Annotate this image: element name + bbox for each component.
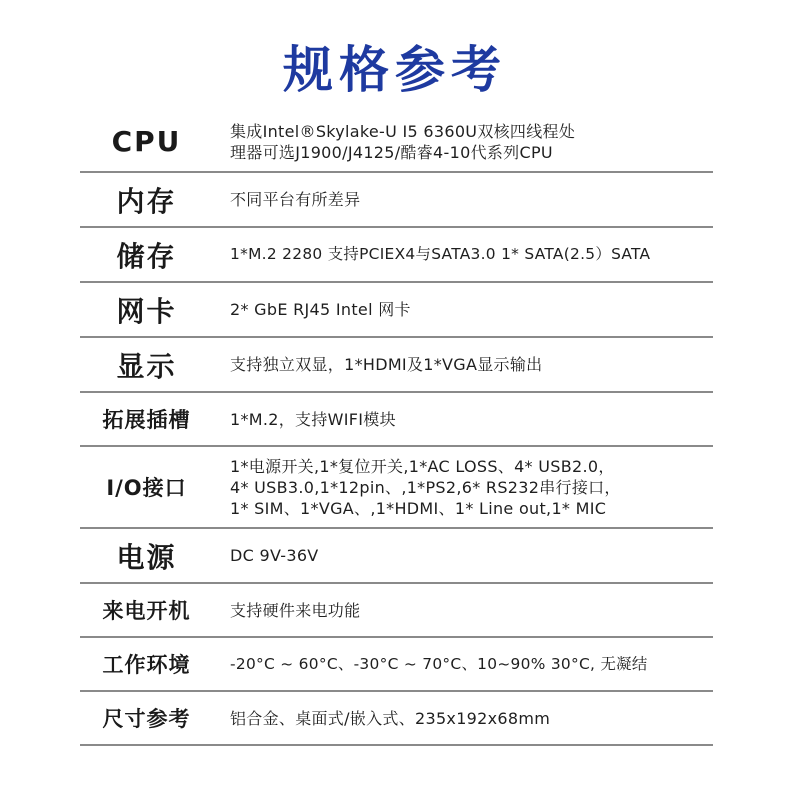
spec-value-line: 集成Intel®Skylake-U I5 6360U双核四线程处	[230, 121, 576, 141]
spec-label-power: 电源	[116, 540, 177, 574]
spec-row-storage	[80, 228, 713, 283]
spec-row-expansion	[80, 393, 713, 447]
spec-value-storage	[213, 244, 713, 265]
spec-table	[80, 112, 713, 746]
spec-value-io	[213, 456, 713, 519]
spec-value-line: 2* GbE RJ45 Intel 网卡	[230, 300, 411, 319]
spec-value-memory	[213, 189, 713, 210]
spec-label-power-on: 来电开机	[102, 599, 191, 623]
spec-value-line: 铝合金、桌面式/嵌入式、235x192x68mm	[230, 708, 551, 728]
spec-value-line: 不同平台有所差异	[230, 190, 361, 209]
spec-label-storage: 储存	[116, 239, 177, 273]
spec-row-io	[80, 447, 713, 529]
spec-value-line: 1*电源开关,1*复位开关,1*AC LOSS、4* USB2.0，	[230, 456, 615, 476]
spec-label-environment: 工作环境	[102, 653, 191, 677]
spec-value-power	[213, 545, 713, 566]
spec-value-display	[213, 354, 713, 375]
spec-value-dimensions	[213, 708, 713, 729]
spec-value-line: 支持独立双显，1*HDMI及1*VGA显示输出	[230, 355, 543, 374]
spec-value-line: 1*M.2，支持WIFI模块	[230, 409, 396, 429]
spec-value-line: 1* SIM、1*VGA、,1*HDMI、1* Line out,1* MIC	[230, 498, 607, 518]
spec-label-cpu: CPU	[111, 125, 182, 158]
spec-value-line: -20°C ~ 60°C、-30°C ~ 70°C、10~90% 30°C, 无凝结	[230, 654, 648, 673]
spec-value-network	[213, 299, 713, 320]
spec-row-network	[80, 283, 713, 338]
spec-row-power-on	[80, 584, 713, 638]
spec-value-line: DC 9V-36V	[230, 546, 319, 565]
spec-value-expansion	[213, 409, 713, 430]
spec-value-cpu	[213, 121, 713, 163]
spec-row-memory	[80, 173, 713, 228]
spec-value-line: 理器可选J1900/J4125/酷睿4-10代系列CPU	[230, 142, 553, 162]
page-title: 规格参考	[283, 41, 507, 99]
spec-value-line: 4* USB3.0,1*12pin、,1*PS2,6* RS232串行接口，	[230, 477, 621, 497]
spec-row-environment	[80, 638, 713, 692]
spec-label-network: 网卡	[116, 294, 177, 328]
spec-value-line: 1*M.2 2280 支持PCIEX4与SATA3.0 1* SATA(2.5）SATA	[230, 245, 651, 263]
spec-row-cpu	[80, 112, 713, 173]
spec-label-display: 显示	[116, 349, 177, 383]
spec-value-environment	[213, 654, 713, 675]
spec-value-power-on	[213, 600, 713, 621]
spec-label-expansion: 拓展插槽	[102, 408, 191, 432]
spec-row-power	[80, 529, 713, 584]
spec-value-line: 支持硬件来电功能	[230, 600, 361, 620]
spec-label-dimensions: 尺寸参考	[102, 707, 191, 731]
spec-row-display	[80, 338, 713, 393]
spec-label-io: I/O接口	[106, 476, 187, 500]
spec-label-memory: 内存	[116, 184, 177, 218]
spec-row-dimensions	[80, 692, 713, 746]
